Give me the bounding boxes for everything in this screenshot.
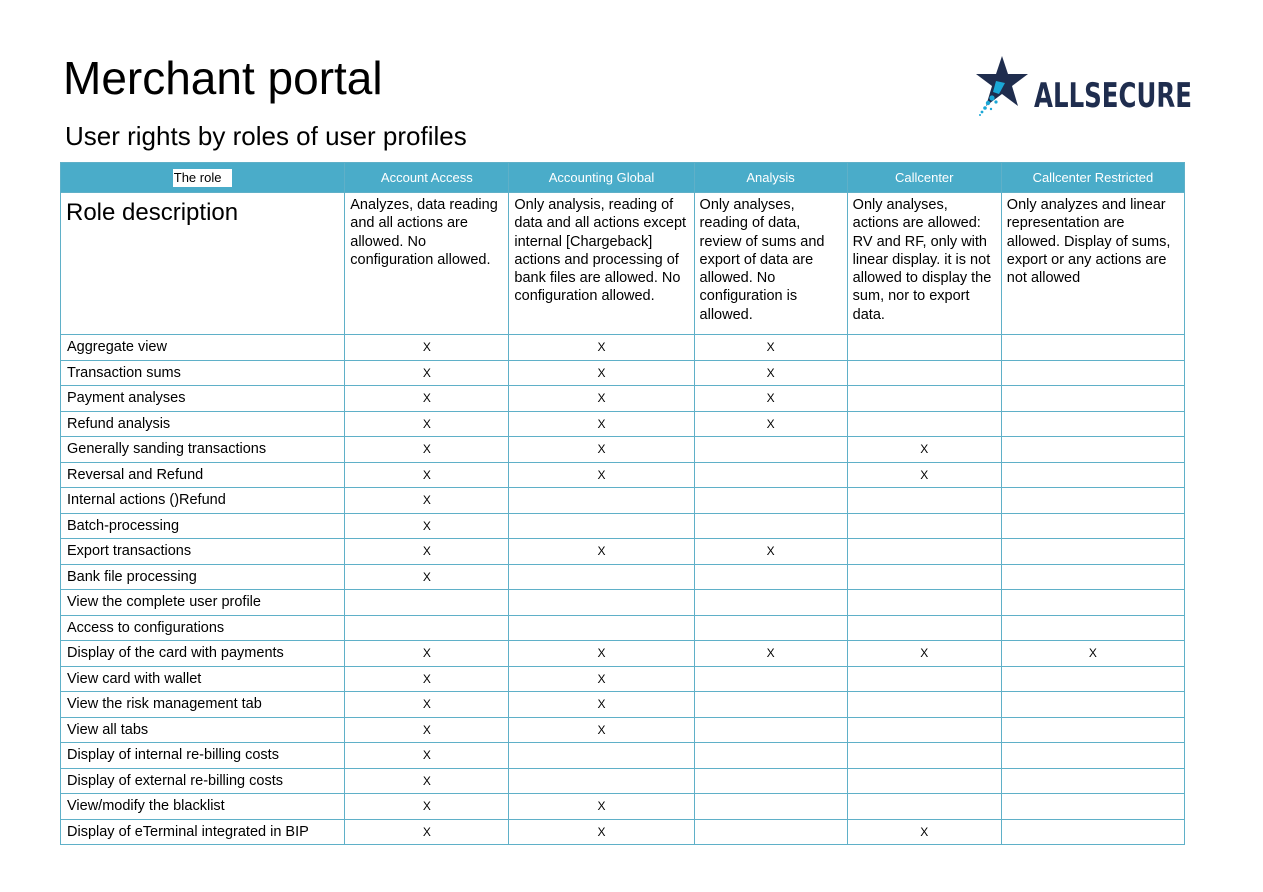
permission-label: View all tabs [61, 717, 345, 743]
permission-empty-cell [694, 564, 847, 590]
permission-row [61, 590, 1185, 616]
permission-empty-cell [1001, 513, 1184, 539]
permission-mark: X [509, 666, 694, 692]
permission-empty-cell [694, 819, 847, 845]
permission-row [61, 717, 1185, 743]
permission-empty-cell [509, 743, 694, 769]
permission-mark: X [847, 462, 1001, 488]
permission-label: Internal actions ()Refund [61, 488, 345, 514]
permission-mark: X [509, 411, 694, 437]
column-header-callcenter-restricted: Callcenter Restricted [1001, 163, 1184, 193]
permission-empty-cell [509, 590, 694, 616]
permission-label: View card with wallet [61, 666, 345, 692]
logo-star-icon [976, 56, 1028, 106]
permission-row [61, 615, 1185, 641]
permission-mark: X [509, 641, 694, 667]
permission-row [61, 437, 1185, 463]
permission-empty-cell [1001, 386, 1184, 412]
permission-empty-cell [1001, 768, 1184, 794]
permission-row [61, 666, 1185, 692]
permission-mark: X [345, 513, 509, 539]
permission-empty-cell [1001, 794, 1184, 820]
permission-empty-cell [847, 743, 1001, 769]
permission-empty-cell [345, 590, 509, 616]
permission-empty-cell [694, 590, 847, 616]
permission-row [61, 641, 1185, 667]
permission-mark: X [509, 335, 694, 361]
permission-label: View/modify the blacklist [61, 794, 345, 820]
permission-mark: X [345, 386, 509, 412]
permission-mark: X [509, 360, 694, 386]
permission-mark: X [345, 360, 509, 386]
permission-label: Display of eTerminal integrated in BIP [61, 819, 345, 845]
permission-mark: X [509, 692, 694, 718]
permission-empty-cell [1001, 743, 1184, 769]
permission-mark: X [509, 386, 694, 412]
role-header-cell [61, 163, 345, 193]
permission-empty-cell [694, 615, 847, 641]
permission-mark: X [345, 488, 509, 514]
permission-empty-cell [847, 386, 1001, 412]
permission-label: Transaction sums [61, 360, 345, 386]
permission-empty-cell [694, 513, 847, 539]
permission-row [61, 539, 1185, 565]
permission-mark: X [345, 666, 509, 692]
permission-row [61, 692, 1185, 718]
permission-mark: X [509, 717, 694, 743]
permission-empty-cell [1001, 564, 1184, 590]
permission-empty-cell [847, 590, 1001, 616]
permission-row [61, 743, 1185, 769]
permission-empty-cell [847, 360, 1001, 386]
role-description-callcenter: Only analyses, actions are allowed: RV and RF, only with linear display. it is not allowed to display the sum, nor to export data. [847, 193, 1001, 335]
permission-empty-cell [1001, 360, 1184, 386]
permission-row [61, 488, 1185, 514]
permission-empty-cell [1001, 335, 1184, 361]
role-permission-matrix [60, 162, 1185, 845]
permission-row [61, 462, 1185, 488]
permission-mark: X [345, 564, 509, 590]
permission-empty-cell [694, 717, 847, 743]
permission-empty-cell [694, 437, 847, 463]
logo-wordmark: ALLSECURE [1034, 76, 1192, 116]
permission-row [61, 768, 1185, 794]
role-header-label: The role [173, 169, 233, 187]
permission-empty-cell [1001, 411, 1184, 437]
permission-label: Export transactions [61, 539, 345, 565]
permission-label: Aggregate view [61, 335, 345, 361]
permission-empty-cell [1001, 819, 1184, 845]
allsecure-logo [972, 54, 1194, 118]
permission-label: Reversal and Refund [61, 462, 345, 488]
permission-empty-cell [1001, 488, 1184, 514]
permission-empty-cell [1001, 666, 1184, 692]
permission-mark: X [345, 768, 509, 794]
permission-mark: X [345, 437, 509, 463]
permission-row [61, 819, 1185, 845]
permission-empty-cell [1001, 717, 1184, 743]
role-description-analysis: Only analyses, reading of data, review of sums and export of data are allowed. No configuration is allowed. [694, 193, 847, 335]
column-header-callcenter: Callcenter [847, 163, 1001, 193]
permission-mark: X [509, 794, 694, 820]
permission-row [61, 360, 1185, 386]
role-description-label-cell [61, 193, 345, 335]
permission-mark: X [509, 462, 694, 488]
permission-empty-cell [847, 717, 1001, 743]
permission-row [61, 386, 1185, 412]
permission-mark: X [345, 819, 509, 845]
permission-mark: X [847, 641, 1001, 667]
permission-row [61, 794, 1185, 820]
permission-row [61, 411, 1185, 437]
permission-empty-cell [694, 768, 847, 794]
permission-empty-cell [509, 513, 694, 539]
permission-empty-cell [509, 768, 694, 794]
permission-empty-cell [1001, 615, 1184, 641]
permission-empty-cell [509, 615, 694, 641]
permission-empty-cell [847, 794, 1001, 820]
permission-row [61, 513, 1185, 539]
permission-mark: X [509, 539, 694, 565]
permission-empty-cell [509, 564, 694, 590]
permission-empty-cell [509, 488, 694, 514]
permission-mark: X [345, 335, 509, 361]
column-header-analysis: Analysis [694, 163, 847, 193]
permission-empty-cell [847, 615, 1001, 641]
permission-empty-cell [1001, 462, 1184, 488]
role-description-account-access: Analyzes, data reading and all actions are allowed. No configuration allowed. [345, 193, 509, 335]
role-description-accounting-global: Only analysis, reading of data and all actions except internal [Chargeback] actions and processing of bank files are allowed. No configuration allowed. [509, 193, 694, 335]
permission-empty-cell [847, 692, 1001, 718]
permission-empty-cell [847, 411, 1001, 437]
permission-mark: X [509, 819, 694, 845]
role-description-row [61, 193, 1185, 335]
permission-label: Payment analyses [61, 386, 345, 412]
permission-empty-cell [847, 513, 1001, 539]
permission-label: Refund analysis [61, 411, 345, 437]
permission-row [61, 335, 1185, 361]
permission-label: Display of internal re-billing costs [61, 743, 345, 769]
permission-empty-cell [694, 743, 847, 769]
permission-empty-cell [1001, 539, 1184, 565]
permission-empty-cell [847, 564, 1001, 590]
permission-mark: X [345, 641, 509, 667]
permission-empty-cell [694, 666, 847, 692]
permission-label: View the risk management tab [61, 692, 345, 718]
permission-mark: X [694, 386, 847, 412]
permission-mark: X [847, 819, 1001, 845]
permission-empty-cell [694, 488, 847, 514]
permission-mark: X [345, 539, 509, 565]
permission-empty-cell [1001, 590, 1184, 616]
permission-mark: X [694, 360, 847, 386]
permission-empty-cell [847, 768, 1001, 794]
permission-row [61, 564, 1185, 590]
permission-mark: X [694, 335, 847, 361]
permission-mark: X [345, 462, 509, 488]
permission-label: View the complete user profile [61, 590, 345, 616]
permission-mark: X [345, 692, 509, 718]
column-header-account-access: Account Access [345, 163, 509, 193]
permission-empty-cell [694, 462, 847, 488]
permission-empty-cell [1001, 692, 1184, 718]
permission-mark: X [345, 794, 509, 820]
permission-empty-cell [847, 666, 1001, 692]
column-header-accounting-global: Accounting Global [509, 163, 694, 193]
permission-label: Display of the card with payments [61, 641, 345, 667]
permission-empty-cell [847, 539, 1001, 565]
permission-mark: X [694, 641, 847, 667]
permission-mark: X [345, 411, 509, 437]
permission-label: Display of external re-billing costs [61, 768, 345, 794]
role-description-label: Role description [66, 199, 239, 226]
permission-empty-cell [694, 692, 847, 718]
permission-empty-cell [694, 794, 847, 820]
page-title: Merchant portal [63, 52, 383, 104]
permission-label: Bank file processing [61, 564, 345, 590]
permission-empty-cell [847, 335, 1001, 361]
permission-label: Generally sanding transactions [61, 437, 345, 463]
matrix-header-row [61, 163, 1185, 193]
permission-label: Batch-processing [61, 513, 345, 539]
role-description-callcenter-restricted: Only analyzes and linear representation are allowed. Display of sums, export or any actions are not allowed [1001, 193, 1184, 335]
permission-empty-cell [345, 615, 509, 641]
permission-mark: X [509, 437, 694, 463]
permission-label: Access to configurations [61, 615, 345, 641]
permission-empty-cell [1001, 437, 1184, 463]
permission-mark: X [345, 717, 509, 743]
permission-mark: X [345, 743, 509, 769]
permission-empty-cell [847, 488, 1001, 514]
permission-mark: X [694, 539, 847, 565]
permission-mark: X [1001, 641, 1184, 667]
page-subtitle: User rights by roles of user profiles [65, 121, 467, 151]
permission-mark: X [847, 437, 1001, 463]
permission-mark: X [694, 411, 847, 437]
